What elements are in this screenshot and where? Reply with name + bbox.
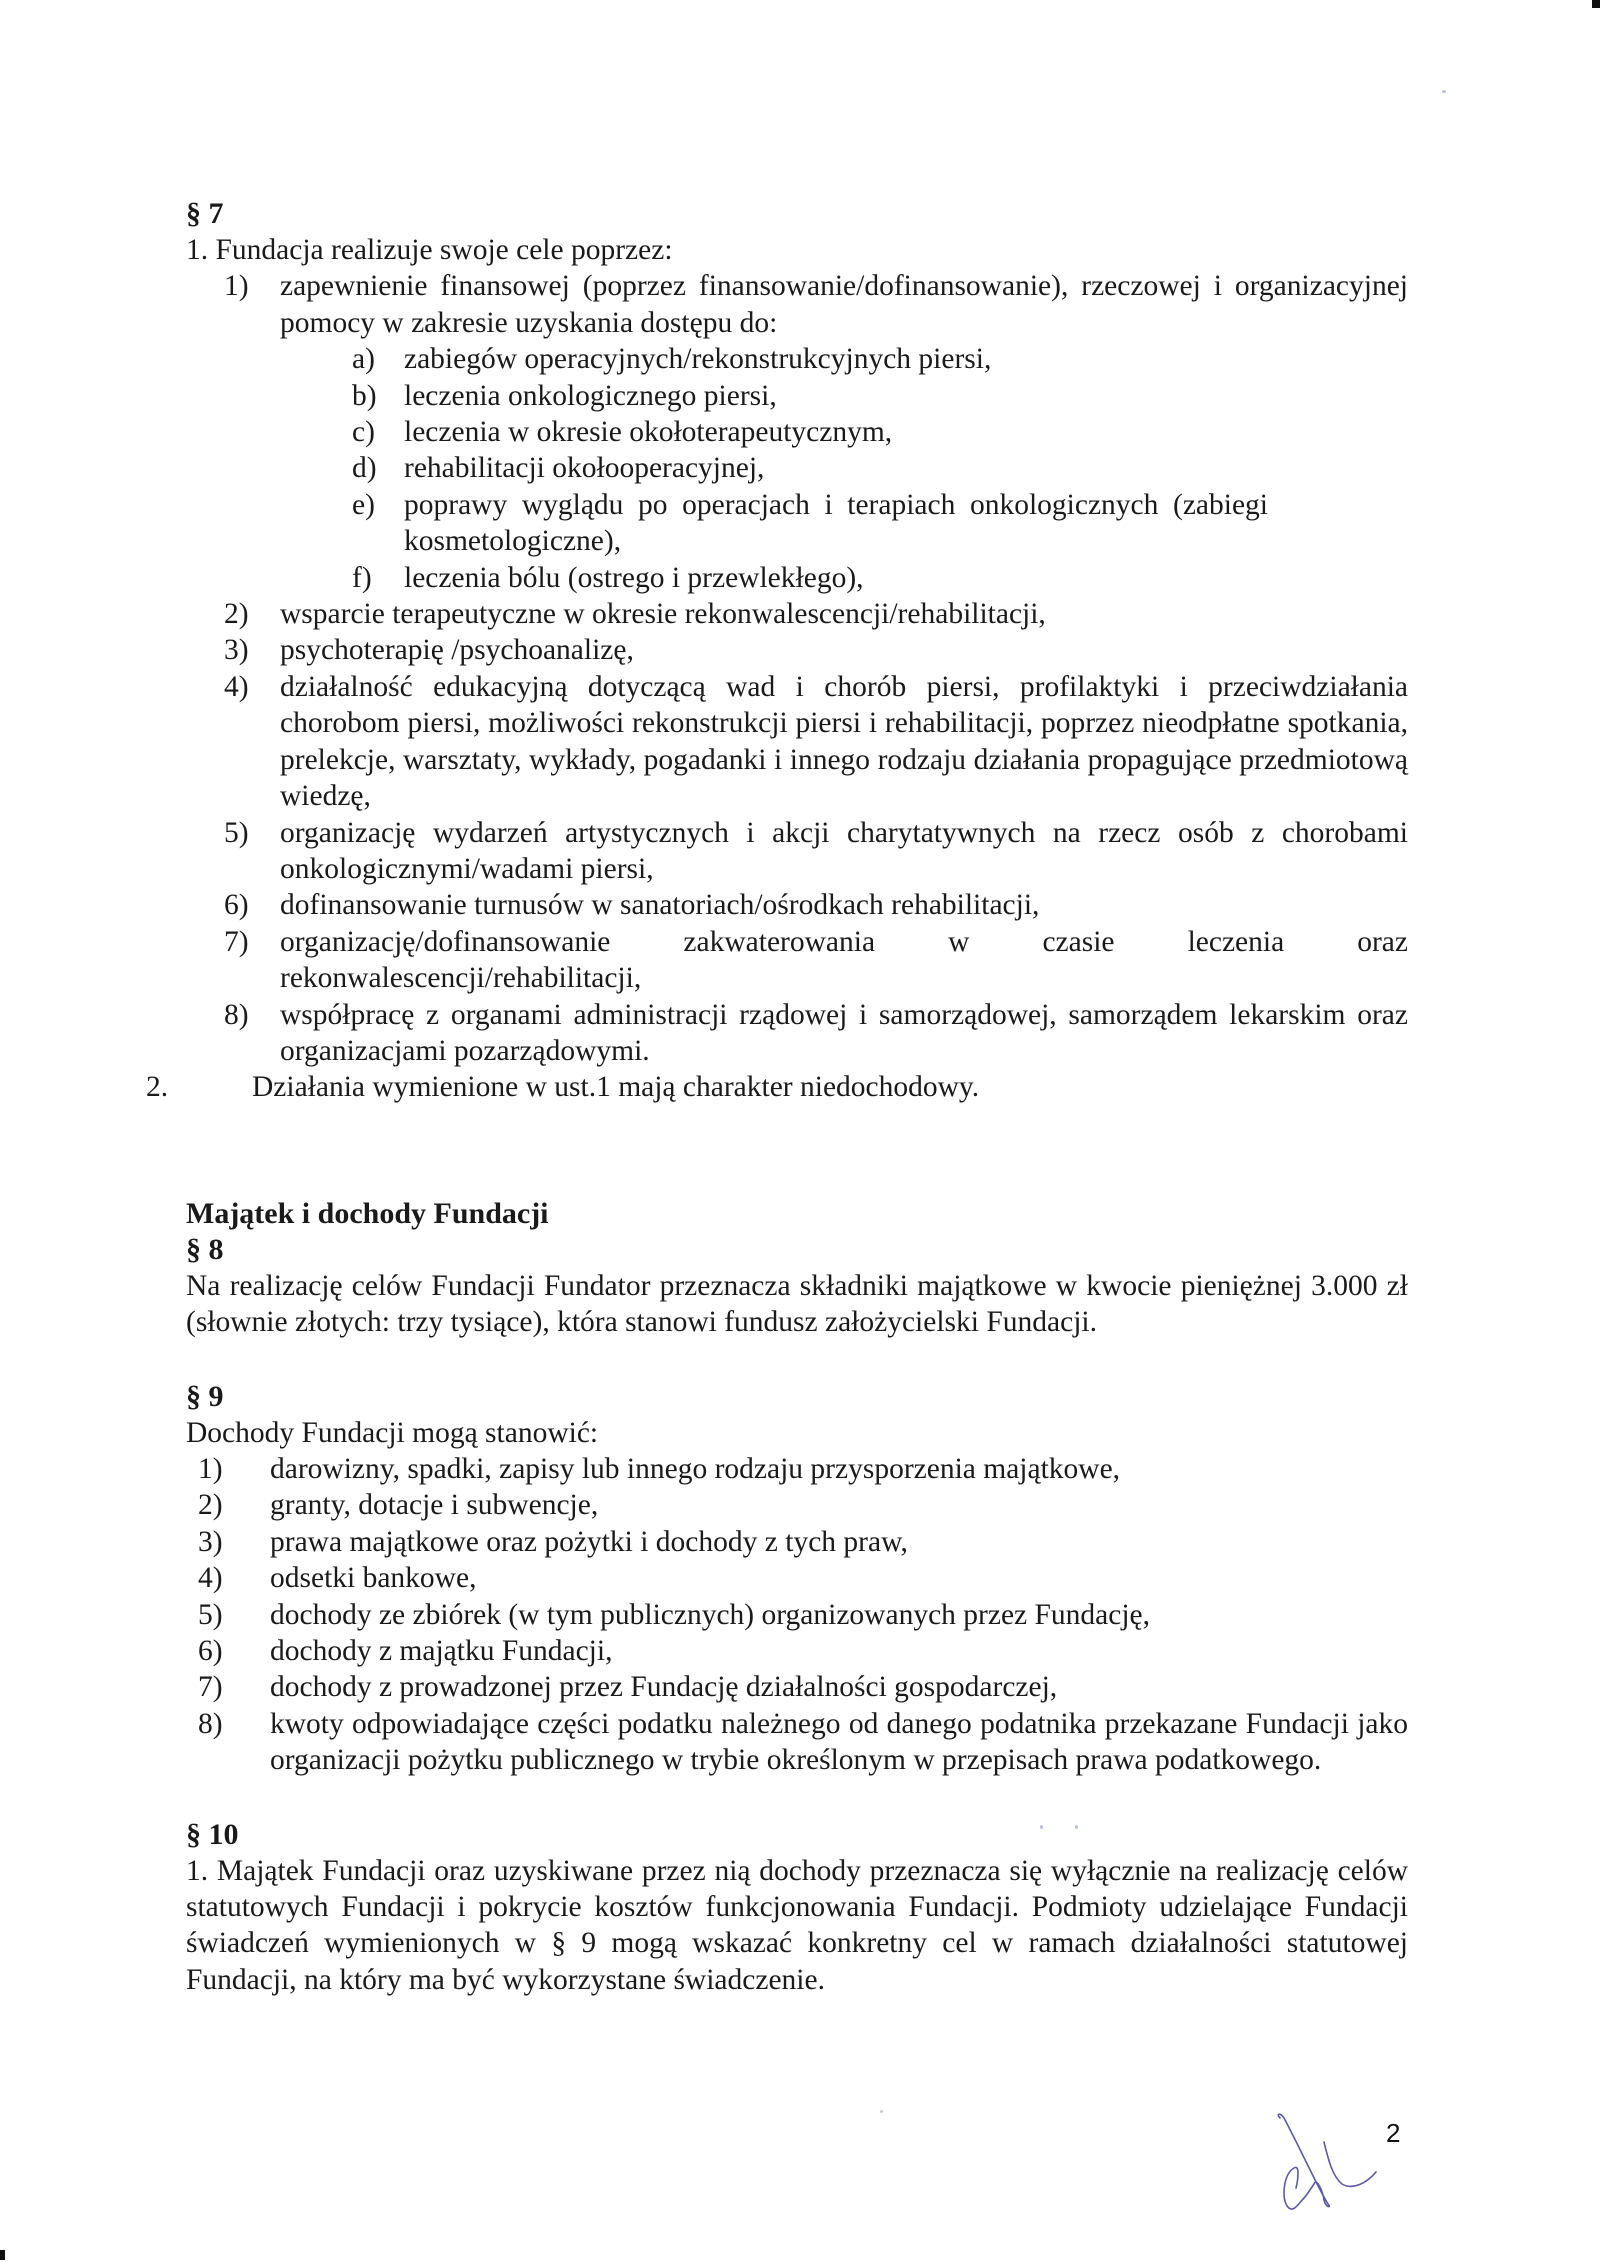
section-7-intro: 1. Fundacja realizuje swoje cele poprzez: [186, 234, 673, 266]
list-item-number: 3) [224, 634, 249, 667]
chapter-heading: Majątek i dochody Fundacji [186, 1196, 549, 1230]
list-item-number: 8) [224, 998, 249, 1031]
sublist-item [352, 378, 1408, 414]
list-item-text: prawa majątkowe oraz pożytki i dochody z tych praw, [270, 1525, 908, 1558]
list-item [198, 1451, 1408, 1487]
list-item-text: dochody z majątku Fundacji, [270, 1635, 613, 1667]
point-text: Działania wymienione w ust.1 mają charakter niedochodowy. [252, 1071, 980, 1104]
list-item-text: organizację wydarzeń artystycznych i akcji charytatywnych na rzecz osób z chorobami onkologicznymi/wadami piersi, [280, 816, 1408, 885]
sublist-item-letter: e) [352, 488, 375, 521]
list-item-number: 2) [198, 1489, 223, 1522]
section-7-list [146, 268, 1408, 1105]
section-7-heading: § 7 [186, 197, 224, 230]
sublist-item-text: leczenia onkologicznego piersi, [404, 379, 777, 412]
section-7-point-2 [146, 1069, 1408, 1105]
spacer [186, 1106, 1408, 1196]
section-9-intro: Dochody Fundacji mogą stanowić: [186, 1416, 599, 1449]
scan-speck [880, 2110, 883, 2113]
point-number: 2. [146, 1071, 169, 1104]
list-item [198, 1560, 1408, 1596]
list-item-text: odsetki bankowe, [270, 1562, 477, 1595]
list-item-number: 7) [198, 1671, 223, 1704]
list-item [222, 596, 1408, 632]
list-item [222, 887, 1408, 923]
sublist-item [352, 341, 1408, 377]
list-item [198, 1706, 1408, 1779]
list-item-text: darowizny, spadki, zapisy lub innego rodzaju przysporzenia majątkowe, [270, 1452, 1121, 1485]
list-item [222, 632, 1408, 668]
list-item [198, 1633, 1408, 1669]
list-item-number: 2) [224, 598, 249, 631]
section-8-heading: § 8 [186, 1232, 224, 1266]
list-item-number: 1) [224, 270, 249, 303]
list-item-text: wsparcie terapeutyczne w okresie rekonwalescencji/rehabilitacji, [280, 598, 1046, 631]
sublist-item-text: zabiegów operacyjnych/rekonstrukcyjnych piersi, [404, 343, 992, 376]
list-item-text: współpracę z organami administracji rządowej i samorządowej, samorządem lekarskim oraz organizacjami pozarządowymi. [280, 998, 1408, 1067]
spacer [186, 1779, 1408, 1817]
scan-speck [1442, 90, 1446, 93]
section-10-heading: § 10 [186, 1817, 239, 1851]
section-10-text: 1. Majątek Fundacji oraz uzyskiwane przez nią dochody przeznacza się wyłącznie na realizację celów statutowych Fundacji i pokrycie kosztów funkcjonowania Fundacji. Podmioty udzielające Fundacji świadczeń wymienionych w § 9 mogą wskazać konkretny cel w ramach działalności statutowej Fundacji, na który ma być wykorzystane świadczenie. [186, 1854, 1408, 1996]
scan-corner-mark [1592, 0, 1600, 8]
sublist-item-text: leczenia w okresie okołoterapeutycznym, [404, 416, 893, 449]
list-item [198, 1597, 1408, 1633]
list-item [198, 1487, 1408, 1523]
list-item-text: psychoterapię /psychoanalizę, [280, 634, 634, 667]
sublist-item [352, 487, 1408, 560]
list-item-number: 6) [198, 1635, 223, 1667]
list-item [222, 924, 1408, 997]
list-item [222, 815, 1408, 888]
scan-speck [1040, 1825, 1043, 1829]
list-item [222, 268, 1408, 341]
list-item [222, 997, 1408, 1070]
list-item [198, 1524, 1408, 1560]
section-7-sublist [222, 341, 1408, 596]
section-8-text: Na realizację celów Fundacji Fundator przeznacza składniki majątkowe w kwocie pieniężnej 3.000 zł (słownie złotych: trzy tysiące), która stanowi fundusz założycielski Fundacji. [186, 1269, 1408, 1339]
section-9-heading: § 9 [186, 1379, 224, 1413]
sublist-item-text: poprawy wyglądu po operacjach i terapiach onkologicznych (zabiegi kosmetologiczne), [404, 488, 1268, 558]
page-content [146, 196, 1408, 1998]
sublist-item-letter: c) [352, 416, 375, 449]
sublist-item-letter: f) [352, 561, 372, 594]
list-item-text: dofinansowanie turnusów w sanatoriach/ośrodkach rehabilitacji, [280, 889, 1040, 922]
sublist-item-letter: a) [352, 343, 375, 376]
list-item-number: 3) [198, 1525, 223, 1558]
spacer [186, 1341, 1408, 1379]
sublist-item [352, 450, 1408, 486]
list-item [222, 669, 1408, 815]
list-item-text: działalność edukacyjną dotyczącą wad i chorób piersi, profilaktyki i przeciwdziałania chorobom piersi, możliwości rekonstrukcji piersi i rehabilitacji, poprzez nieodpłatne spotkania, prelekcje, warsztaty, wykłady, pogadanki i innego rodzaju działania propagujące przedmiotową wiedzę, [280, 670, 1408, 813]
list-item-text: granty, dotacje i subwencje, [270, 1489, 599, 1522]
list-item-text: kwoty odpowiadające części podatku należnego od danego podatnika przekazane Fundacji jako organizacji pożytku publicznego w trybie określonym w przepisach prawa podatkowego. [270, 1707, 1408, 1777]
sublist-item [352, 560, 1408, 596]
scan-corner-mark [0, 2250, 5, 2260]
list-item-number: 5) [198, 1598, 223, 1631]
list-item-number: 5) [224, 816, 249, 849]
list-item-number: 4) [198, 1562, 223, 1595]
list-item [198, 1669, 1408, 1705]
sublist-item-text: leczenia bólu (ostrego i przewlekłego), [404, 561, 864, 594]
scan-speck [1075, 1825, 1078, 1829]
list-item-number: 1) [198, 1452, 223, 1485]
list-item-text: dochody z prowadzonej przez Fundację działalności gospodarczej, [270, 1671, 1058, 1704]
list-item-text: zapewnienie finansowej (poprzez finansowanie/dofinansowanie), rzeczowej i organizacyjnej pomocy w zakresie uzyskania dostępu do: [280, 270, 1408, 339]
sublist-item-text: rehabilitacji okołooperacyjnej, [404, 452, 765, 485]
list-item-number: 7) [224, 925, 249, 958]
section-9-list [186, 1451, 1408, 1779]
list-item-text: organizację/dofinansowanie zakwaterowania w czasie leczenia oraz rekonwalescencji/rehabilitacji, [280, 925, 1408, 995]
list-item-number: 6) [224, 889, 249, 922]
list-item-text: dochody ze zbiórek (w tym publicznych) organizowanych przez Fundację, [270, 1598, 1151, 1631]
signature-icon [1270, 2108, 1420, 2218]
list-item-number: 4) [224, 670, 249, 703]
sublist-item-letter: b) [352, 379, 377, 412]
list-item-number: 8) [198, 1707, 223, 1740]
page-number: 2 [1386, 2118, 1401, 2148]
sublist-item-letter: d) [352, 452, 377, 485]
sublist-item [352, 414, 1408, 450]
